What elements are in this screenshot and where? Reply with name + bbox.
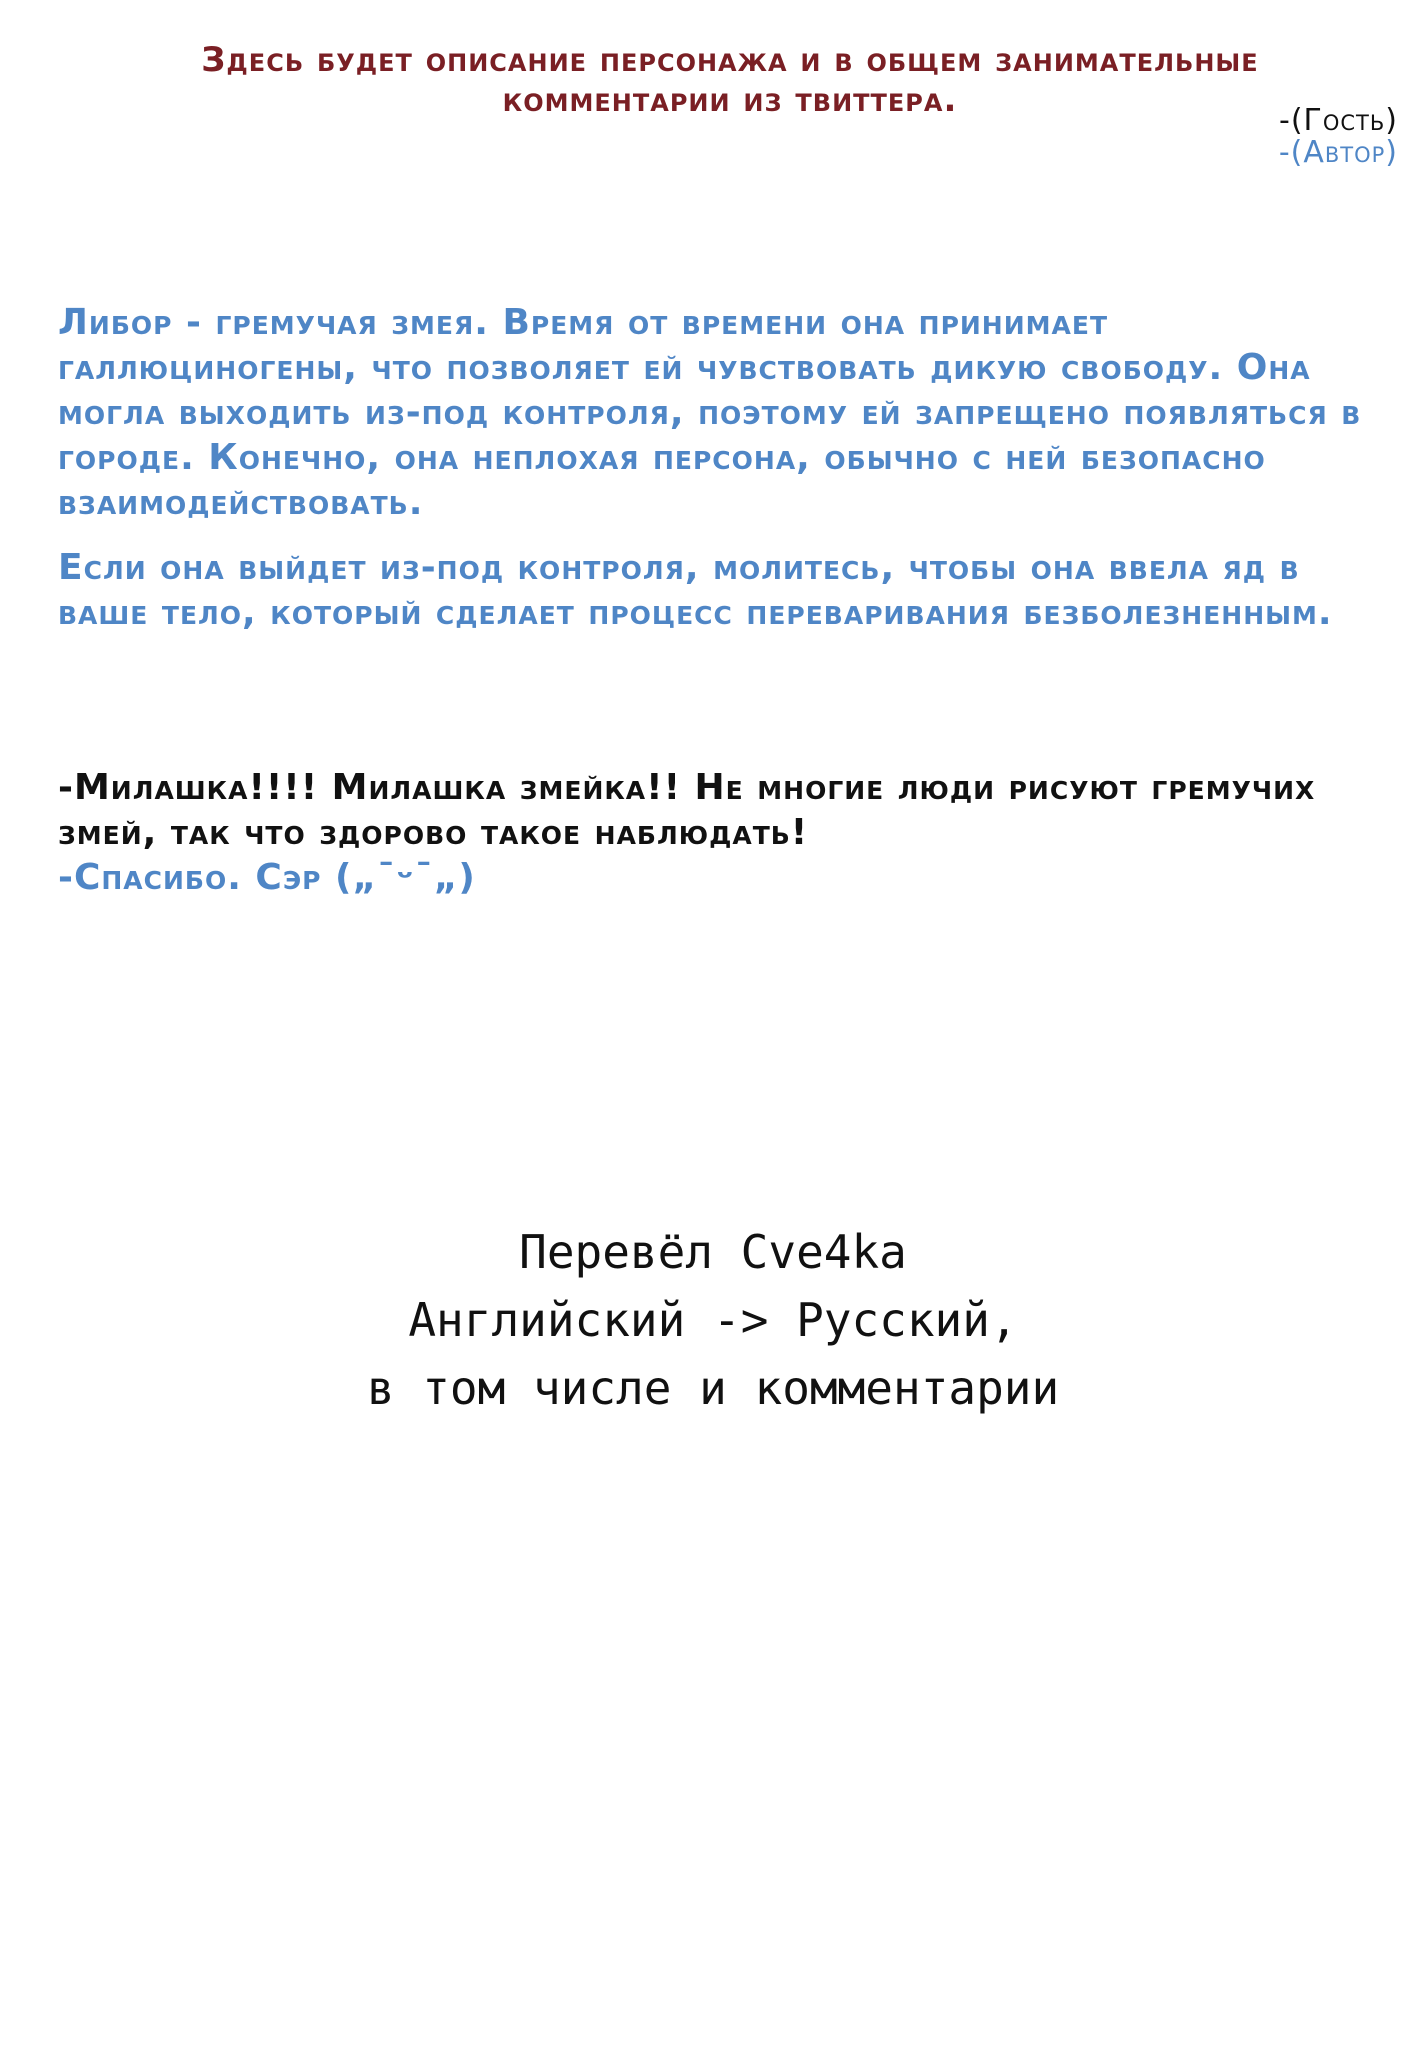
translator-credits [0, 1218, 1426, 1422]
description-paragraph-2: Если она выйдет из-под контроля, молитесь, чтобы она ввела яд в ваше тело, который сделает процесс переваривания безболезненным. [58, 547, 1333, 633]
author-reply: -Спасибо. Сэр („¯ᵕ¯„) [58, 857, 476, 898]
guest-comment: -Милашка!!!! Милашка змейка!! Не многие люди рисуют гремучих змей, так что здорово такое наблюдать! [58, 767, 1316, 853]
author-label: -(Автор) [1278, 135, 1398, 170]
header-line-1: Здесь будет описание персонажа и в общем занимательные [201, 40, 1259, 80]
credits-line-2: Английский -> Русский, [408, 1293, 1018, 1347]
guest-label: -(Гость) [1279, 103, 1398, 138]
header-note [60, 40, 1400, 120]
comment-thread [58, 765, 1388, 900]
credits-line-1: Перевёл Cve4ka [519, 1225, 907, 1279]
character-description [58, 300, 1388, 655]
description-paragraph-1: Либор - гремучая змея. Время от времени она принимает галлюциногены, что позволяет ей чувствовать дикую свободу. Она могла выходить из-под контроля, поэтому ей запрещено появляться в городе. Конечно, она неплохая персона, обычно с ней безопасно взаимодействовать. [58, 302, 1362, 523]
header-line-2: комментарии из твиттера. [502, 80, 958, 120]
credits-line-3: в том числе и комментарии [366, 1361, 1060, 1415]
